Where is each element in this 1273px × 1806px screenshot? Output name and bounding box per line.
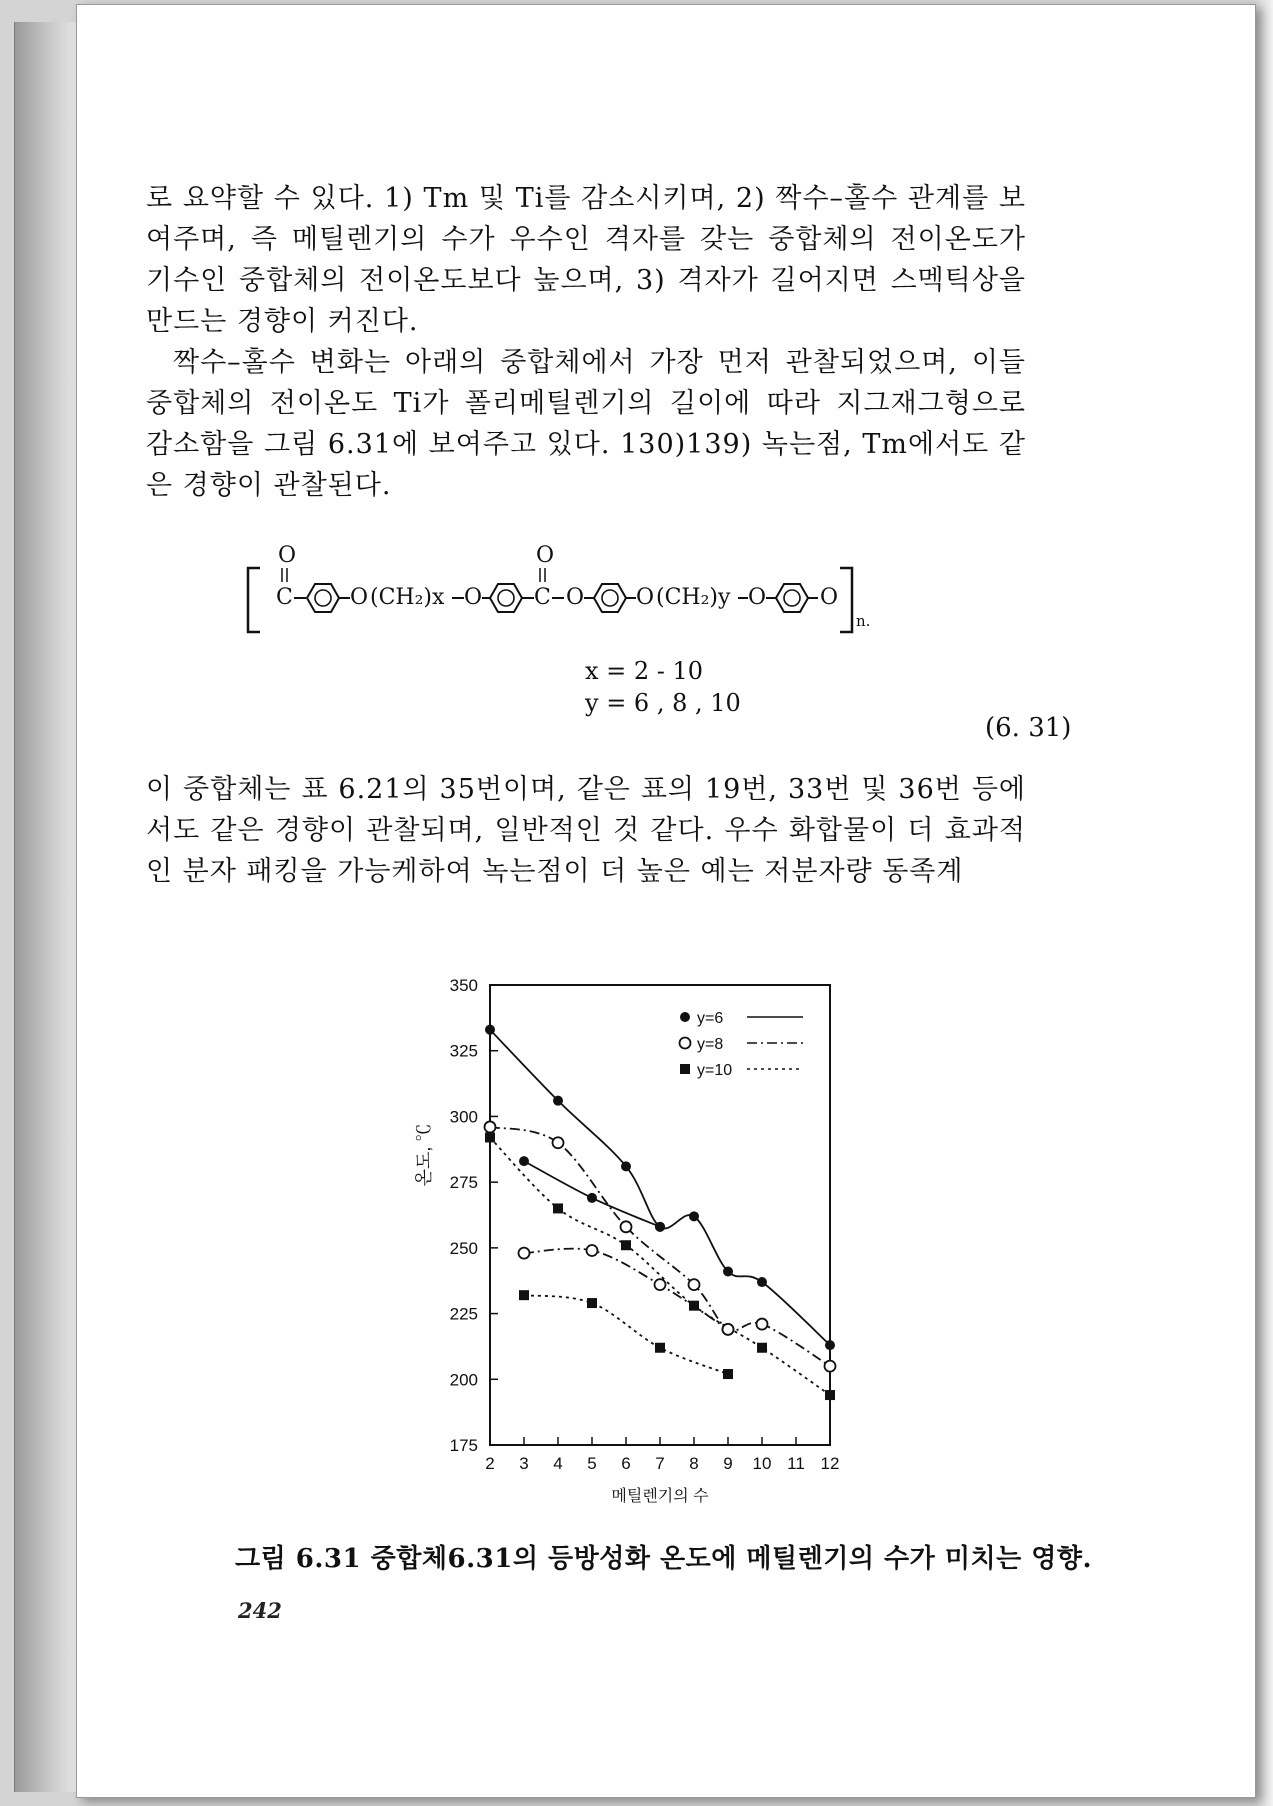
y-axis-label: 온도, ℃ <box>414 1123 434 1187</box>
data-point-series-4 <box>655 1279 666 1290</box>
methylene-x: (CH₂)x <box>370 585 445 610</box>
x-tick-label: 5 <box>587 1454 597 1473</box>
x-tick-label: 9 <box>723 1454 733 1473</box>
y-tick-label: 350 <box>449 976 478 995</box>
x-tick-label: 10 <box>752 1454 772 1473</box>
book-spine <box>14 22 77 1792</box>
svg-text:O: O <box>566 585 585 610</box>
data-point-series-5 <box>655 1343 665 1353</box>
data-point-series-1 <box>621 1221 632 1232</box>
series-line-0 <box>490 1030 830 1345</box>
carbonyl-oxygen-2: O <box>536 543 555 568</box>
data-point-series-1 <box>485 1121 496 1132</box>
data-point-series-0 <box>689 1211 699 1221</box>
legend-label: y=10 <box>697 1062 733 1079</box>
benzene-ring-2 <box>490 584 522 612</box>
data-point-series-5 <box>723 1369 733 1379</box>
data-point-series-5 <box>587 1298 597 1308</box>
data-point-series-1 <box>553 1137 564 1148</box>
paragraph-2-text: 짝수–홀수 변화는 아래의 중합체에서 가장 먼저 관찰되었으며, 이들 중합체의 전이온도 Ti가 폴리메틸렌기의 길이에 따라 지그재그형으로 감소함을 그림 6.31에 보여주고 있다. 130)139) 녹는점, Tm에서도 같은 경향이 관찰된다. <box>146 347 1026 501</box>
series-line-1 <box>490 1127 830 1366</box>
paragraph-3-text: 이 중합체는 표 6.21의 35번이며, 같은 표의 19번, 33번 및 36번 등에서도 같은 경향이 관찰되며, 일반적인 것 같다. 우수 화합물이 더 효과적인 분자 패킹을 가능케하여 녹는점이 더 높은 예는 저분자량 동족계 <box>146 774 1026 887</box>
x-tick-label: 12 <box>820 1454 840 1473</box>
svg-text:O: O <box>636 585 655 610</box>
data-point-series-1 <box>825 1361 836 1372</box>
benzene-ring-4 <box>776 584 808 612</box>
y-tick-label: 225 <box>449 1304 478 1324</box>
benzene-ring-3 <box>594 584 626 612</box>
data-point-series-3 <box>655 1222 665 1232</box>
svg-text:O: O <box>350 585 369 610</box>
paragraph-1-text: 로 요약할 수 있다. 1) Tm 및 Ti를 감소시키며, 2) 짝수–홀수 관계를 보여주며, 즉 메틸렌기의 수가 우수인 격자를 갖는 중합체의 전이온도가 기수인 중합체의 전이온도보다 높으며, 3) 격자가 길어지면 스멕틱상을 만드는 경향이 커진다. <box>146 183 1026 337</box>
page-shadow <box>1254 0 1273 1806</box>
data-point-series-1 <box>689 1279 700 1290</box>
carbonyl-oxygen-1: O <box>278 543 297 568</box>
data-point-series-0 <box>621 1161 631 1171</box>
condition-x: x = 2 - 10 <box>585 657 704 685</box>
y-tick-label: 325 <box>449 1041 478 1061</box>
data-point-series-2 <box>757 1343 767 1353</box>
y-tick-label: 300 <box>449 1107 478 1127</box>
legend-marker <box>680 1012 690 1022</box>
x-tick-label: 7 <box>655 1454 665 1473</box>
legend-label: y=6 <box>697 1010 724 1027</box>
x-tick-label: 8 <box>689 1454 699 1473</box>
repeat-subscript: n. <box>856 612 871 630</box>
legend-marker <box>680 1064 690 1074</box>
y-tick-label: 250 <box>449 1238 478 1258</box>
data-point-series-2 <box>621 1240 631 1250</box>
x-axis-label: 메틸렌기의 수 <box>611 1488 709 1505</box>
y-tick-label: 175 <box>449 1436 478 1455</box>
figure-caption: 그림 6.31 중합체6.31의 등방성화 온도에 메틸렌기의 수가 미치는 영향. <box>235 1544 1093 1574</box>
data-point-series-3 <box>587 1193 597 1203</box>
y-tick-label: 200 <box>449 1370 478 1390</box>
data-point-series-0 <box>825 1340 835 1350</box>
data-point-series-2 <box>485 1132 495 1142</box>
x-tick-label: 6 <box>621 1454 631 1473</box>
carbon-2: C <box>534 585 551 610</box>
data-point-series-5 <box>519 1290 529 1300</box>
data-point-series-2 <box>825 1390 835 1400</box>
carbon-1: C <box>276 585 293 610</box>
x-tick-label: 11 <box>787 1454 805 1473</box>
page-number: 242 <box>238 1598 282 1623</box>
condition-y: y = 6 , 8 , 10 <box>585 689 741 717</box>
data-point-series-3 <box>519 1156 529 1166</box>
x-tick-label: 4 <box>553 1454 563 1473</box>
svg-text:O: O <box>820 585 839 610</box>
equation-conditions <box>585 655 741 719</box>
transition-temperature-chart <box>380 955 900 1515</box>
data-point-series-1 <box>757 1319 768 1330</box>
benzene-ring-1 <box>307 584 339 612</box>
x-tick-label: 3 <box>519 1454 529 1473</box>
legend-label: y=8 <box>697 1036 724 1053</box>
data-point-series-0 <box>553 1096 563 1106</box>
methylene-y: (CH₂)y <box>656 585 731 610</box>
data-point-series-4 <box>587 1245 598 1256</box>
data-point-series-4 <box>723 1324 734 1335</box>
data-point-series-0 <box>485 1025 495 1035</box>
equation-number: (6. 31) <box>985 713 1072 743</box>
data-point-series-0 <box>723 1267 733 1277</box>
legend-marker <box>680 1038 691 1049</box>
paragraph-3 <box>146 769 1026 892</box>
x-tick-label: 2 <box>485 1454 495 1473</box>
data-point-series-4 <box>519 1248 530 1259</box>
svg-text:O: O <box>748 585 767 610</box>
data-point-series-0 <box>757 1277 767 1287</box>
data-point-series-2 <box>553 1203 563 1213</box>
svg-text:O: O <box>464 585 483 610</box>
plot-frame <box>490 985 830 1445</box>
paragraph-1 <box>146 178 1026 506</box>
series-line-2 <box>490 1137 830 1395</box>
y-tick-label: 275 <box>449 1173 478 1193</box>
